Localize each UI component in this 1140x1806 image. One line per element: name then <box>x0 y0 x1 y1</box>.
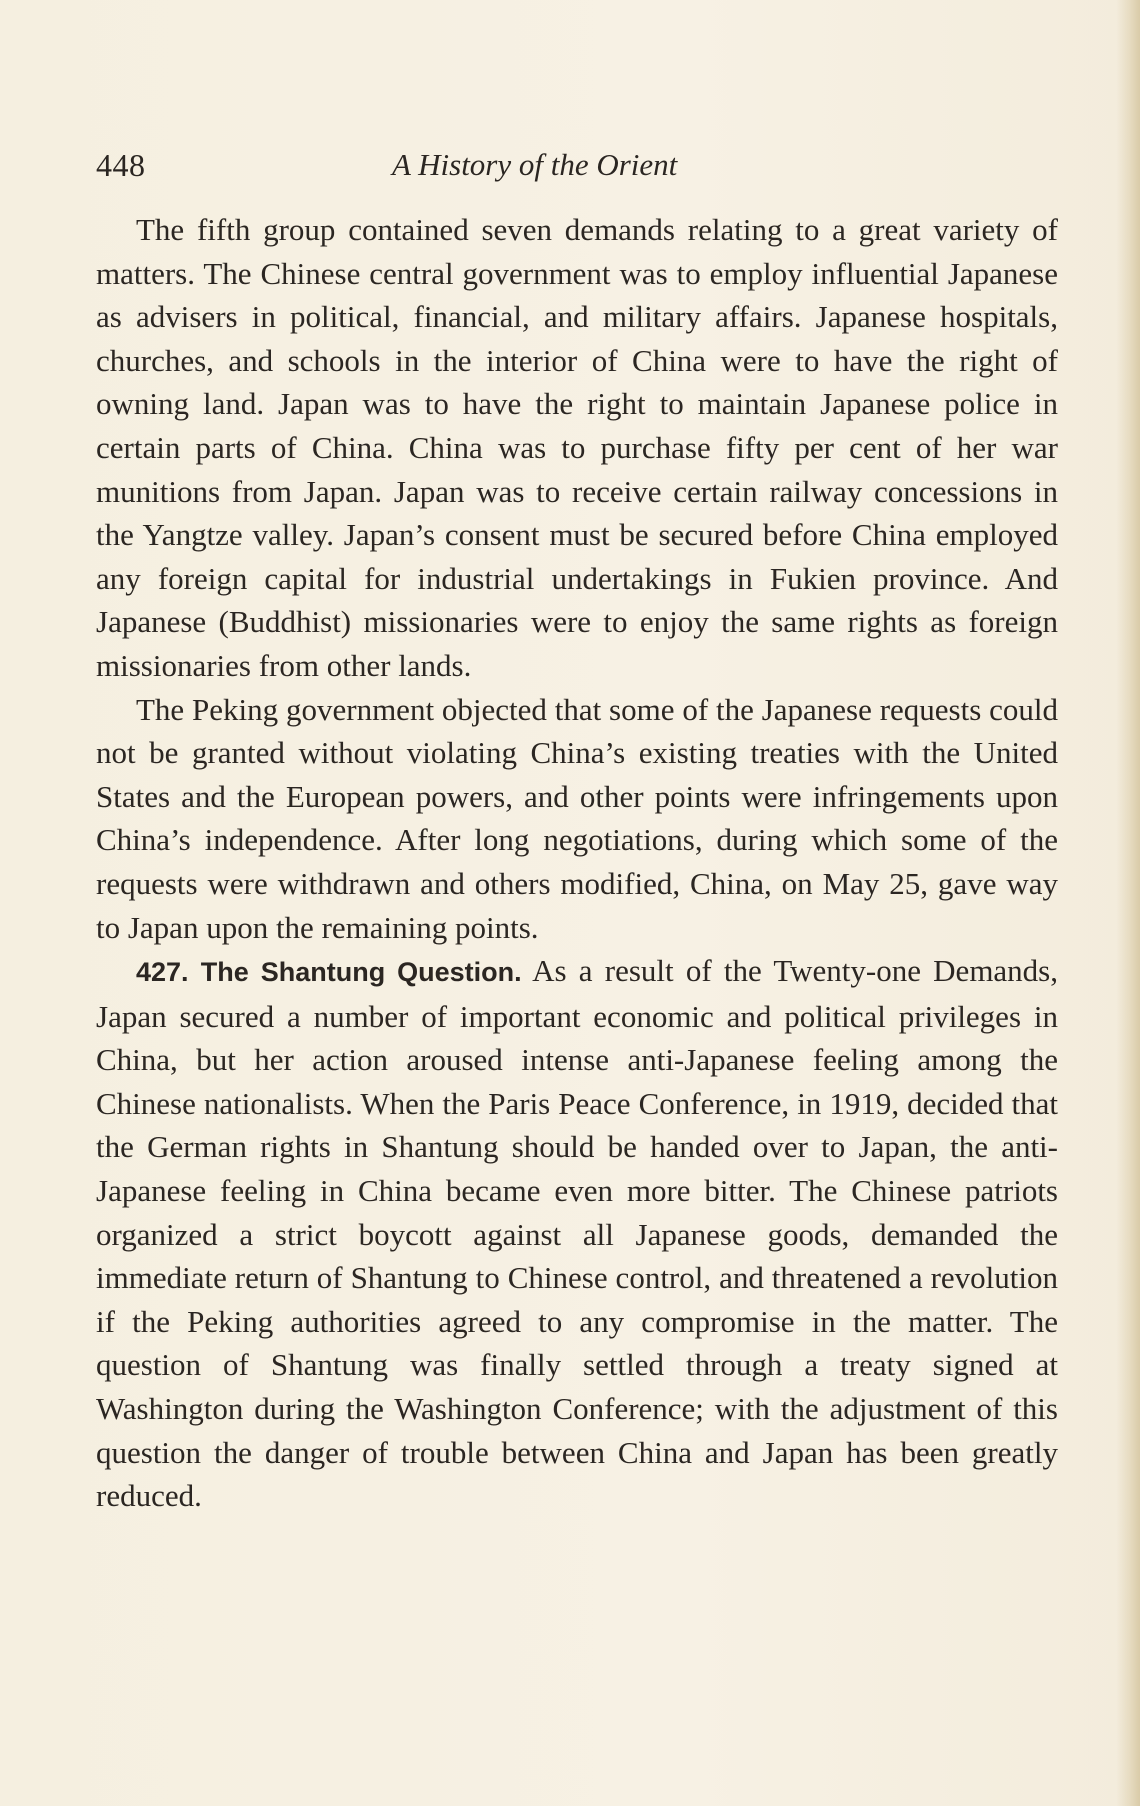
body-text <box>96 208 1058 1518</box>
section-paragraph <box>96 949 1058 1518</box>
paragraph-fifth-group: The fifth group contained seven demands relating to a great variety of matters. The Chinese central government was to employ influential Japanese as advisers in political, financial, and military affairs. Japanese hospitals, churches, and schools in the interior of China were to have the right of owning land. Japan was to have the right to maintain Japanese police in certain parts of China. China was to purchase fifty per cent of her war munitions from Japan. Japan was to receive certain railway concessions in the Yangtze valley. Japan’s consent must be secured before China employed any foreign capital for industrial undertakings in Fukien province. And Japanese (Buddhist) missionaries were to enjoy the same rights as foreign missionaries from other lands. <box>96 212 1058 683</box>
page-number: 448 <box>96 147 146 183</box>
paragraph-peking-objection: The Peking government objected that some of the Japanese requests could not be granted without violating China’s existing treaties with the United States and the European powers, and other points were infringements upon China’s independence. After long negotiations, during which some of the requests were withdrawn and others modified, China, on May 25, gave way to Japan upon the remaining points. <box>96 691 1058 945</box>
running-title: A History of the Orient <box>392 147 678 182</box>
page-header <box>96 142 1058 188</box>
page-edge-shadow <box>1116 0 1140 1806</box>
section-text: As a result of the Twenty-one Demands, Japan secured a number of important economic and political privileges in China, but her action aroused intense anti-Japanese feeling among the Chinese nationalists. When the Paris Peace Conference, in 1919, decided that the German rights in Shantung should be handed over to Japan, the anti-Japanese feeling in China became even more bitter. The Chinese patriots organized a strict boycott against all Japanese goods, demanded the immediate return of Shantung to Chinese control, and threatened a revolution if the Peking authorities agreed to any compromise in the matter. The question of Shantung was finally settled through a treaty signed at Washington during the Washington Conference; with the adjustment of this question the danger of trouble between China and Japan has been greatly reduced. <box>96 953 1059 1514</box>
section-title: The Shantung Question. <box>200 957 522 988</box>
section-number: 427. <box>136 957 189 988</box>
